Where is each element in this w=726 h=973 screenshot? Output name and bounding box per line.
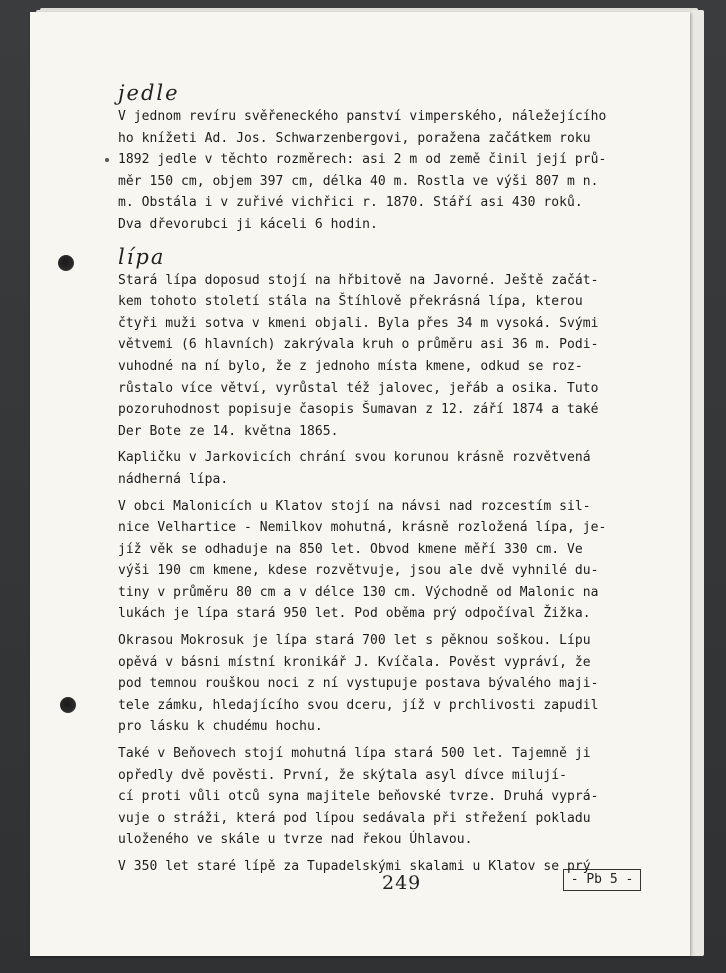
text-line: růstalo více větví, vyrůstal též jalovec, jeřáb a osika. Tuto — [118, 380, 599, 396]
text-line: V jednom revíru svěřeneckého panství vimperského, náležejícího — [118, 109, 607, 124]
text-line: větvemi (6 hlavních) zakrývala kruh o průměru asi 36 m. Podi- — [118, 337, 599, 353]
text-line: Stará lípa doposud stojí na hřbitově na Javorné. Ještě začát- — [118, 272, 599, 288]
text-line: cí proti vůli otců syna majitele beňovské tvrze. Druhá vyprá- — [118, 789, 599, 805]
text-line: V 350 let staré lípě za Tupadelskými skalami u Klatov se prý — [118, 859, 591, 874]
text-line: jíž věk se odhaduje na 850 let. Obvod kmene měří 330 cm. Ve — [118, 541, 583, 557]
page-number: 249 — [382, 872, 422, 894]
text-line: Dva dřevorubci ji káceli 6 hodin. — [118, 216, 378, 232]
text-line: Také v Beňovech stojí mohutná lípa stará 500 let. Tajemně ji — [118, 746, 591, 762]
text-line: nice Velhartice - Nemilkov mohutná, krásně rozložená lípa, je- — [118, 520, 607, 536]
text-line: lukách je lípa stará 950 let. Pod oběma prý odpočíval Žižka. — [118, 606, 591, 622]
text-line: 1892 jedle v těchto rozměrech: asi 2 m od země činil její prů- — [118, 152, 607, 168]
document-body — [118, 80, 638, 883]
text-line: vuje o stráži, která pod lípou sedávala při střežení pokladu — [118, 810, 591, 826]
text-line: pro lásku k chudému hochu. — [118, 719, 323, 735]
paragraph — [118, 743, 638, 851]
paragraph — [118, 856, 638, 878]
text-line: ho knížeti Ad. Jos. Schwarzenbergovi, poražena začátkem roku — [118, 130, 591, 146]
paragraph — [118, 106, 638, 236]
text-line: výši 190 cm kmene, kdese rozvětvuje, jsou ale dvě vyhnilé du- — [118, 563, 599, 579]
punch-hole-icon — [60, 697, 76, 713]
text-line: Der Bote ze 14. května 1865. — [118, 423, 339, 439]
text-line: Okrasou Mokrosuk je lípa stará 700 let s pěknou soškou. Lípu — [118, 633, 591, 649]
text-line: vuhodné na ní bylo, že z jednoho místa kmene, odkud se roz- — [118, 358, 583, 374]
text-line: pozoruhodnost popisuje časopis Šumavan z 12. září 1874 a také — [118, 402, 599, 418]
text-line: čtyři muži sotva v kmeni objali. Byla přes 34 m vysoká. Svými — [118, 315, 599, 331]
text-line: tele zámku, hledajícího svou dceru, jíž v prchlivosti zapudil — [118, 697, 599, 713]
ink-speck — [105, 158, 109, 162]
paragraph — [118, 630, 638, 738]
text-line: opěvá v básni místní kronikář J. Kvíčala. Pověst vypráví, že — [118, 654, 591, 670]
text-line: měr 150 cm, objem 397 cm, délka 40 m. Rostla ve výši 807 m n. — [118, 173, 599, 189]
text-line: nádherná lípa. — [118, 471, 229, 487]
text-line: uloženého ve skále u tvrze nad řekou Úhlavou. — [118, 832, 473, 848]
text-line: pod temnou rouškou noci z ní vystupuje postava bývalého maji- — [118, 676, 599, 692]
paragraph — [118, 496, 638, 626]
text-line: kem tohoto století stála na Štíhlově překrásná lípa, kterou — [118, 294, 583, 310]
paragraph — [118, 447, 638, 490]
paragraph — [118, 270, 638, 443]
text-line: opředly dvě pověsti. První, že skýtala asyl dívce milují- — [118, 767, 567, 783]
text-line: Kapličku v Jarkovicích chrání svou korunou krásně rozvětvená — [118, 450, 591, 466]
text-line: m. Obstála i v zuřivé vichřici r. 1870. Stáří asi 430 roků. — [118, 195, 583, 211]
document-code-box: - Pb 5 - — [563, 869, 641, 891]
text-line: tiny v průměru 80 cm a v délce 130 cm. Východně od Malonic na — [118, 584, 599, 600]
section-heading: jedle — [118, 81, 180, 105]
text-line: V obci Malonicích u Klatov stojí na návsi nad rozcestím sil- — [118, 498, 591, 514]
punch-hole-icon — [58, 255, 74, 271]
section-heading: lípa — [118, 244, 166, 269]
